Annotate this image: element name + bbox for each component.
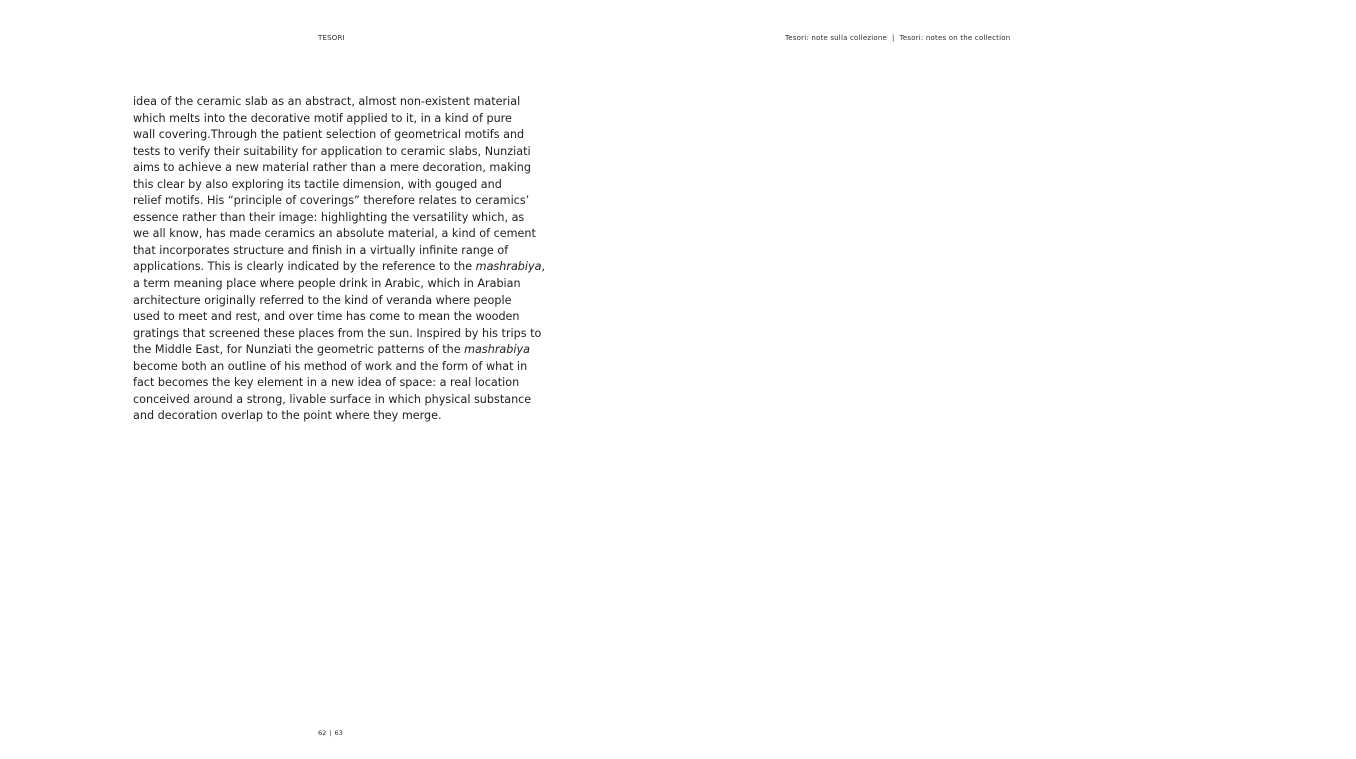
body-text-segment: applications. This is clearly indicated by the reference to the: [133, 260, 476, 274]
running-head-separator: |: [892, 34, 895, 42]
running-head-right: [785, 34, 1010, 43]
running-head-title-english: Tesori: notes on the collection: [899, 34, 1011, 42]
running-head-left: TESORI: [318, 34, 345, 42]
body-line: tests to verify their suitability for application to ceramic slabs, Nunziati: [133, 144, 531, 158]
body-line: fact becomes the key element in a new idea of space: a real location: [133, 376, 520, 390]
body-text-segment: ,: [541, 260, 546, 274]
body-text: [133, 94, 546, 425]
page-number-separator: |: [329, 729, 332, 737]
body-line: which melts into the decorative motif applied to it, in a kind of pure: [133, 111, 512, 125]
body-line: conceived around a strong, livable surface in which physical substance: [133, 392, 532, 406]
body-line: wall covering.Through the patient selection of geometrical motifs and: [133, 128, 525, 142]
body-line: essence rather than their image: highlighting the versatility which, as: [133, 210, 525, 224]
body-line: aims to achieve a new material rather than a mere decoration, making: [133, 161, 531, 175]
body-line: used to meet and rest, and over time has come to mean the wooden: [133, 310, 520, 324]
body-line: a term meaning place where people drink in Arabic, which in Arabian: [133, 277, 521, 291]
body-line: idea of the ceramic slab as an abstract, almost non-existent material: [133, 95, 521, 108]
body-line: gratings that screened these places from the sun. Inspired by his trips to: [133, 326, 542, 340]
body-line-mashrabiya-2: [133, 342, 533, 359]
italic-term-mashrabiya: mashrabiya: [475, 260, 542, 274]
body-text-segment: the Middle East, for Nunziati the geometric patterns of the: [133, 343, 465, 357]
page-number-left: 62: [318, 729, 327, 737]
body-line: that incorporates structure and finish in a virtually infinite range of: [133, 243, 509, 257]
body-line: this clear by also exploring its tactile dimension, with gouged and: [133, 177, 502, 191]
running-head-title-italian: Tesori: note sulla collezione: [785, 34, 887, 42]
body-line: become both an outline of his method of work and the form of what in: [133, 359, 528, 373]
page-number-right: 63: [334, 729, 343, 737]
body-line-mashrabiya-1: [133, 259, 546, 276]
page-numbers: [318, 729, 343, 737]
body-line: architecture originally referred to the kind of veranda where people: [133, 293, 512, 307]
body-line: relief motifs. His “principle of coverings” therefore relates to ceramics’: [133, 194, 530, 208]
body-line: we all know, has made ceramics an absolute material, a kind of cement: [133, 227, 536, 241]
body-line: and decoration overlap to the point where they merge.: [133, 409, 442, 423]
italic-term-mashrabiya: mashrabiya: [464, 343, 530, 357]
